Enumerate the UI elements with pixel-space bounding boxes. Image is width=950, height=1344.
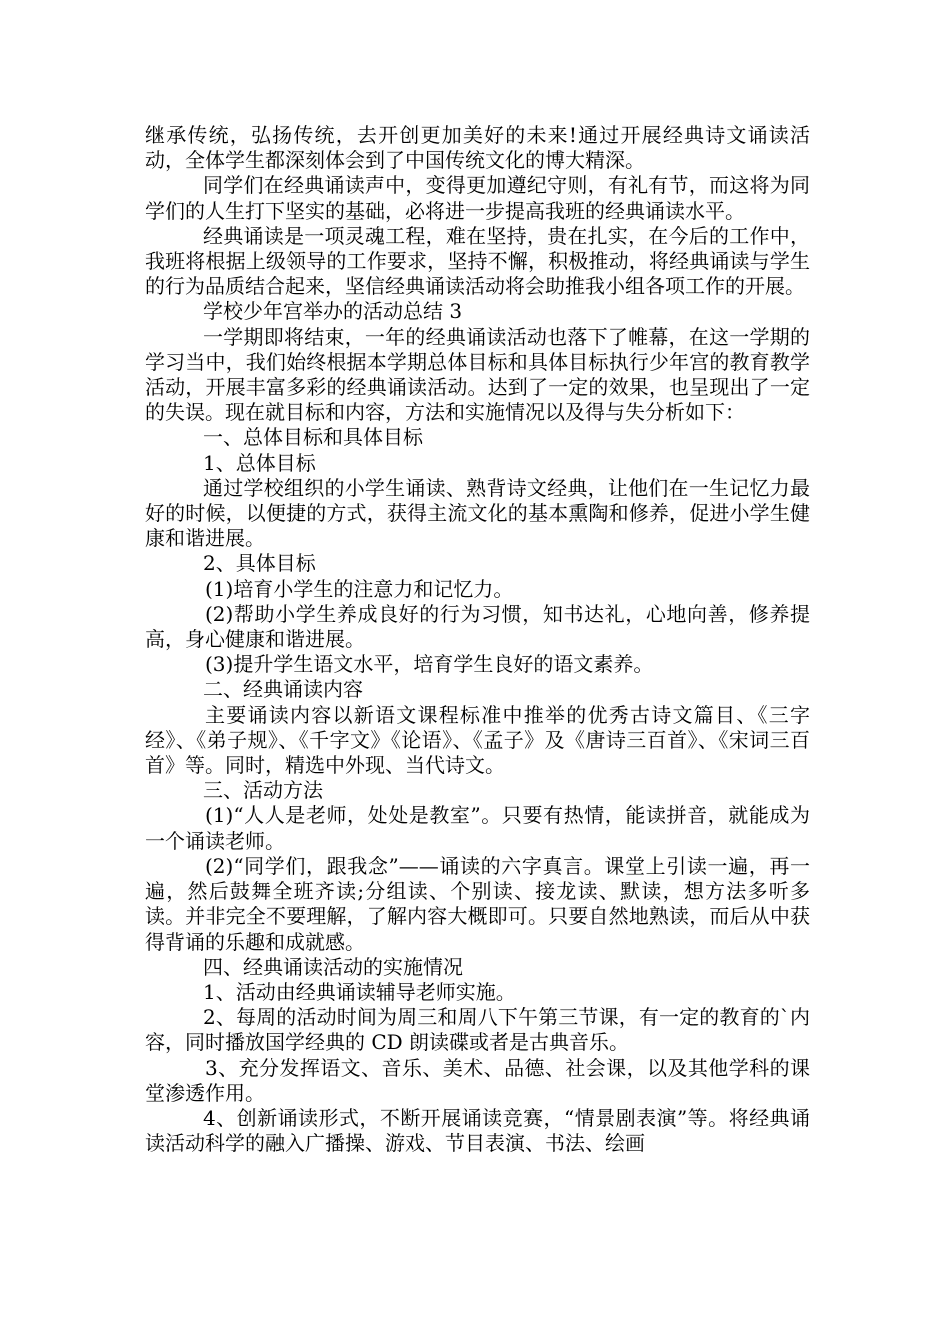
list-item: (2)帮助小学生养成良好的行为习惯，知书达礼，心地向善，修养提高，身心健康和谐进展。	[145, 601, 810, 652]
list-item: 4、创新诵读形式，不断开展诵读竞赛，“情景剧表演”等。将经典诵读活动科学的融入广播操、游戏、节目表演、书法、绘画	[145, 1105, 810, 1156]
subheading: 1、总体目标	[203, 450, 316, 475]
paragraph: 经典诵读是一项灵魂工程，难在坚持，贵在扎实，在今后的工作中，我班将根据上级领导的工作要求，坚持不懈，积极推动，将经典诵读与学生的行为品质结合起来，坚信经典诵读活动将会助推我小组各项工作的开展。	[145, 223, 810, 299]
list-item: (3)提升学生语文水平，培育学生良好的语文素养。	[205, 652, 654, 677]
list-item: 3、充分发挥语文、音乐、美术、品德、社会课，以及其他学科的课堂渗透作用。	[145, 1055, 810, 1105]
document-body	[145, 123, 810, 1156]
paragraph: 继承传统，弘扬传统，去开创更加美好的未来!通过开展经典诗文诵读活动，全体学生都深刻体会到了中国传统文化的博大精深。	[145, 123, 810, 173]
subheading: 2、具体目标	[203, 551, 316, 576]
paragraph: 同学们在经典诵读声中，变得更加遵纪守则，有礼有节，而这将为同学们的人生打下坚实的基础，必将进一步提高我班的经典诵读水平。	[145, 173, 810, 223]
heading: 四、经典诵读活动的实施情况	[203, 954, 463, 979]
section-title: 学校少年宫举办的活动总结 3	[203, 299, 463, 324]
paragraph: 通过学校组织的小学生诵读、熟背诗文经典，让他们在一生记忆力最好的时候，以便捷的方式，获得主流文化的基本熏陶和修养，促进小学生健康和谐进展。	[145, 475, 810, 551]
heading: 一、总体目标和具体目标	[203, 425, 423, 450]
heading: 三、活动方法	[203, 778, 323, 803]
list-item: (1)培育小学生的注意力和记忆力。	[205, 576, 514, 601]
list-item: (1)“人人是老师，处处是教室”。只要有热情，能读拼音，就能成为一个诵读老师。	[145, 803, 810, 853]
list-item: 2、每周的活动时间为周三和周八下午第三节课，有一定的教育的`内容，同时播放国学经典的 CD 朗读碟或者是古典音乐。	[145, 1005, 810, 1055]
paragraph: 一学期即将结束，一年的经典诵读活动也落下了帷幕，在这一学期的学习当中，我们始终根据本学期总体目标和具体目标执行少年宫的教育教学活动，开展丰富多彩的经典诵读活动。达到了一定的效果，也呈现出了一定的失误。现在就目标和内容，方法和实施情况以及得与失分析如下：	[145, 324, 810, 425]
list-item: (2)“同学们，跟我念”——诵读的六字真言。课堂上引读一遍，再一遍，然后鼓舞全班齐读;分组读、个别读、接龙读、默读，想方法多听多读。并非完全不要理解，了解内容大概即可。只要自然地熟读，而后从中获得背诵的乐趣和成就感。	[145, 853, 810, 954]
list-item: 1、活动由经典诵读辅导老师实施。	[203, 979, 516, 1004]
paragraph: 主要诵读内容以新语文课程标准中推举的优秀古诗文篇目、《三字经》、《弟子规》、《千字文》《论语》、《孟子》及《唐诗三百首》、《宋词三百首》等。同时，精选中外现、当代诗文。	[145, 702, 810, 778]
heading: 二、经典诵读内容	[203, 677, 363, 702]
